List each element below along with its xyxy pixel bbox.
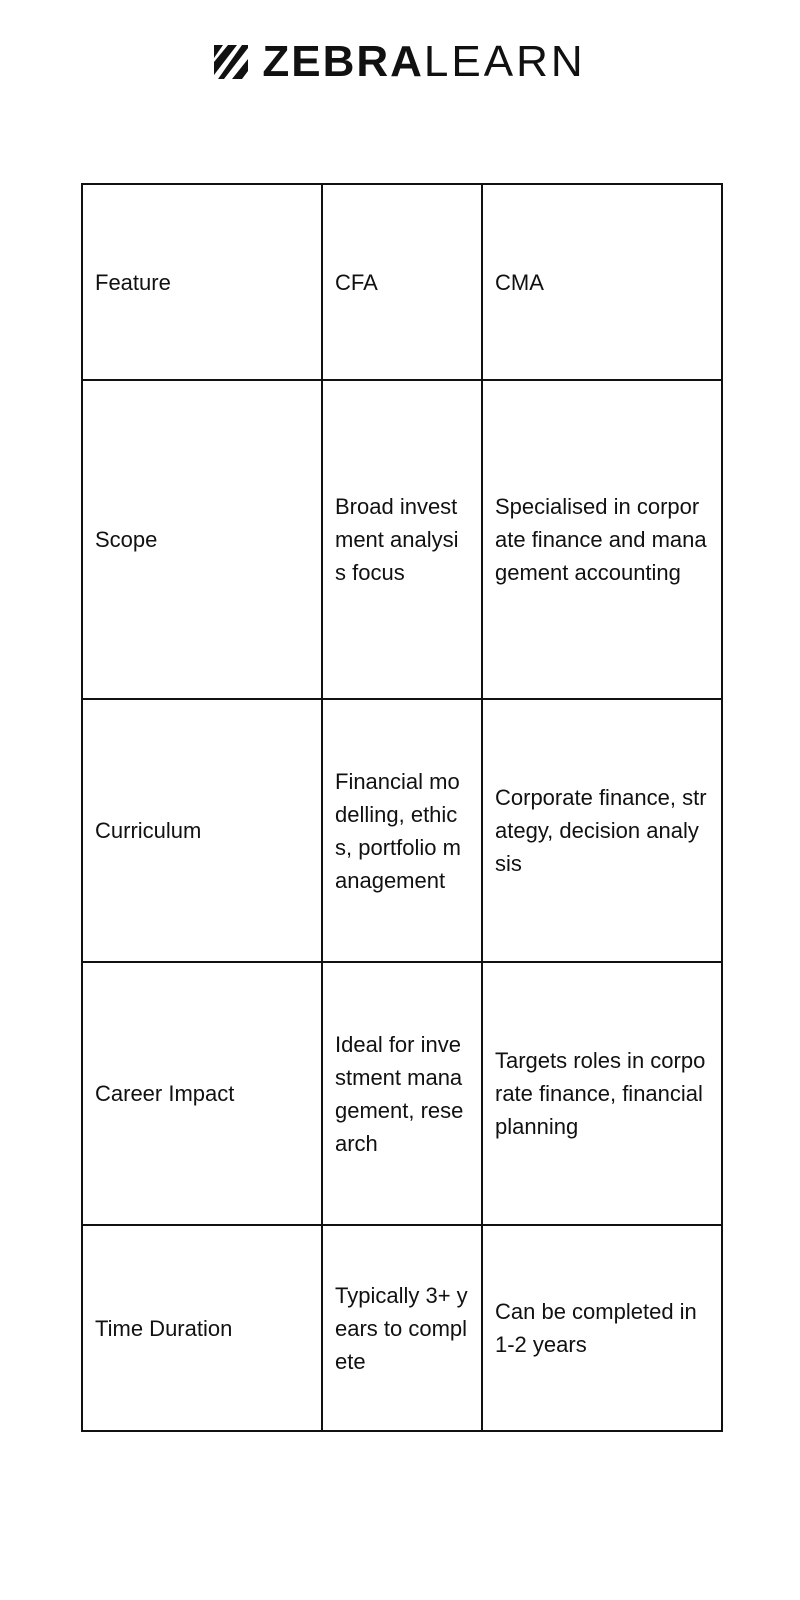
- header-cfa: CFA: [322, 184, 482, 380]
- header-cma: CMA: [482, 184, 722, 380]
- row-label: Curriculum: [82, 699, 322, 962]
- cfa-cell: Ideal for investment management, research: [322, 962, 482, 1225]
- comparison-table: [81, 183, 723, 1432]
- table-row: [82, 962, 722, 1225]
- zebralearn-logo: [0, 38, 800, 86]
- header-feature: Feature: [82, 184, 322, 380]
- cma-cell: Targets roles in corporate finance, financial planning: [482, 962, 722, 1225]
- brand-name-light: LEARN: [423, 37, 586, 86]
- table-header-row: [82, 184, 722, 380]
- row-label: Time Duration: [82, 1225, 322, 1431]
- brand-name-bold: ZEBRA: [262, 37, 424, 86]
- cma-cell: Specialised in corporate finance and management accounting: [482, 380, 722, 699]
- row-label: Career Impact: [82, 962, 322, 1225]
- cma-cell: Can be completed in 1-2 years: [482, 1225, 722, 1431]
- table-row: [82, 699, 722, 962]
- zebra-stripes-icon: [214, 45, 248, 79]
- brand-name: [262, 38, 585, 86]
- table-row: [82, 1225, 722, 1431]
- cma-cell: Corporate finance, strategy, decision analysis: [482, 699, 722, 962]
- table-row: [82, 380, 722, 699]
- row-label: Scope: [82, 380, 322, 699]
- cfa-cell: Broad investment analysis focus: [322, 380, 482, 699]
- cfa-cell: Financial modelling, ethics, portfolio management: [322, 699, 482, 962]
- cfa-cell: Typically 3+ years to complete: [322, 1225, 482, 1431]
